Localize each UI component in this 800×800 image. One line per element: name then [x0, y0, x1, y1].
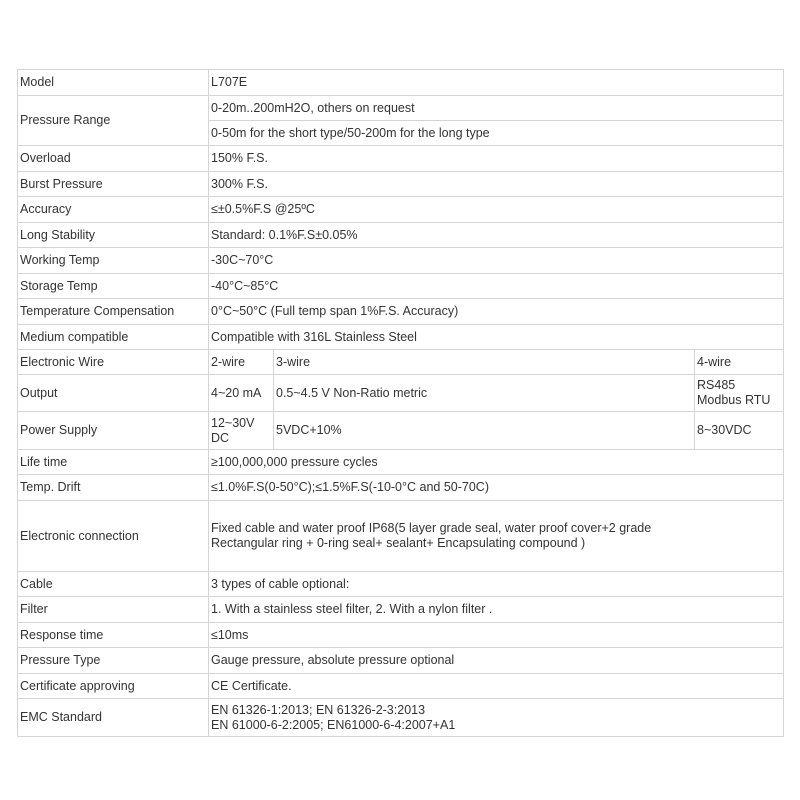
- label-medium-compatible: Medium compatible: [18, 325, 209, 350]
- label-working-temp: Working Temp: [18, 248, 209, 274]
- power-3wire: 5VDC+10%: [274, 412, 695, 450]
- value-filter: 1. With a stainless steel filter, 2. With a nylon filter .: [209, 597, 784, 623]
- row-long-stability: [18, 223, 784, 248]
- row-medium-compatible: [18, 325, 784, 350]
- wire-2: 2-wire: [209, 350, 274, 375]
- row-pressure-range: [18, 96, 784, 121]
- row-temperature-compensation: [18, 299, 784, 325]
- label-long-stability: Long Stability: [18, 223, 209, 248]
- label-overload: Overload: [18, 146, 209, 172]
- spec-table: [17, 69, 784, 737]
- row-pressure-type: [18, 648, 784, 674]
- output-4wire-line1: RS485: [697, 378, 736, 392]
- label-storage-temp: Storage Temp: [18, 274, 209, 299]
- row-certificate: [18, 674, 784, 699]
- value-medium-compatible: Compatible with 316L Stainless Steel: [209, 325, 784, 350]
- emc-standard-line1: EN 61326-1:2013; EN 61326-2-3:2013: [211, 702, 426, 717]
- label-model: Model: [18, 70, 209, 96]
- label-electronic-wire: Electronic Wire: [18, 350, 209, 375]
- output-2wire: 4~20 mA: [209, 375, 274, 412]
- row-life-time: [18, 450, 784, 475]
- power-4wire: 8~30VDC: [695, 412, 784, 450]
- label-response-time: Response time: [18, 623, 209, 648]
- value-overload: 150% F.S.: [209, 146, 784, 172]
- wire-3: 3-wire: [274, 350, 695, 375]
- label-pressure-type: Pressure Type: [18, 648, 209, 674]
- row-filter: [18, 597, 784, 623]
- row-accuracy: [18, 197, 784, 223]
- value-model: L707E: [209, 70, 784, 96]
- value-long-stability: Standard: 0.1%F.S±0.05%: [209, 223, 784, 248]
- row-power-supply: [18, 412, 784, 450]
- label-certificate: Certificate approving: [18, 674, 209, 699]
- value-working-temp: -30C~70°C: [209, 248, 784, 274]
- power-2wire-line2: DC: [211, 430, 230, 445]
- row-storage-temp: [18, 274, 784, 299]
- value-pressure-type: Gauge pressure, absolute pressure optional: [209, 648, 784, 674]
- emc-standard-line2: EN 61000-6-2:2005; EN61000-6-4:2007+A1: [211, 717, 456, 732]
- label-temperature-compensation: Temperature Compensation: [18, 299, 209, 325]
- label-pressure-range: Pressure Range: [18, 96, 209, 146]
- value-emc-standard: [209, 699, 784, 737]
- row-response-time: [18, 623, 784, 648]
- row-output: [18, 375, 784, 412]
- row-emc-standard: [18, 699, 784, 737]
- output-3wire: 0.5~4.5 V Non-Ratio metric: [274, 375, 695, 412]
- label-accuracy: Accuracy: [18, 197, 209, 223]
- output-4wire: [695, 375, 784, 412]
- label-burst-pressure: Burst Pressure: [18, 172, 209, 197]
- value-storage-temp: -40°C~85°C: [209, 274, 784, 299]
- row-working-temp: [18, 248, 784, 274]
- row-cable: [18, 572, 784, 597]
- label-filter: Filter: [18, 597, 209, 623]
- electronic-connection-line2: Rectangular ring + 0-ring seal+ sealant+ Encapsulating compound ): [211, 536, 586, 550]
- row-model: [18, 70, 784, 96]
- label-electronic-connection: Electronic connection: [18, 501, 209, 572]
- row-overload: [18, 146, 784, 172]
- label-life-time: Life time: [18, 450, 209, 475]
- value-accuracy: ≤±0.5%F.S @25ºC: [209, 197, 784, 223]
- power-2wire-line1: 12~30V: [211, 415, 255, 430]
- value-pressure-range-1: 0-20m..200mH2O, others on request: [209, 96, 784, 121]
- value-pressure-range-2: 0-50m for the short type/50-200m for the long type: [209, 121, 784, 146]
- value-cable: 3 types of cable optional:: [209, 572, 784, 597]
- wire-4: 4-wire: [695, 350, 784, 375]
- value-temp-drift: ≤1.0%F.S(0-50°C);≤1.5%F.S(-10-0°C and 50-70C): [209, 475, 784, 501]
- output-4wire-line2: Modbus RTU: [697, 393, 771, 407]
- value-life-time: ≥100,000,000 pressure cycles: [209, 450, 784, 475]
- label-emc-standard: EMC Standard: [18, 699, 209, 737]
- row-electronic-connection: [18, 501, 784, 572]
- label-output: Output: [18, 375, 209, 412]
- row-electronic-wire: [18, 350, 784, 375]
- value-response-time: ≤10ms: [209, 623, 784, 648]
- label-power-supply: Power Supply: [18, 412, 209, 450]
- value-burst-pressure: 300% F.S.: [209, 172, 784, 197]
- electronic-connection-line1: Fixed cable and water proof IP68(5 layer grade seal, water proof cover+2 grade: [211, 521, 652, 535]
- value-certificate: CE Certificate.: [209, 674, 784, 699]
- row-burst-pressure: [18, 172, 784, 197]
- label-cable: Cable: [18, 572, 209, 597]
- value-electronic-connection: [209, 501, 784, 572]
- row-temp-drift: [18, 475, 784, 501]
- label-temp-drift: Temp. Drift: [18, 475, 209, 501]
- power-2wire: [209, 412, 274, 450]
- value-temperature-compensation: 0°C~50°C (Full temp span 1%F.S. Accuracy): [209, 299, 784, 325]
